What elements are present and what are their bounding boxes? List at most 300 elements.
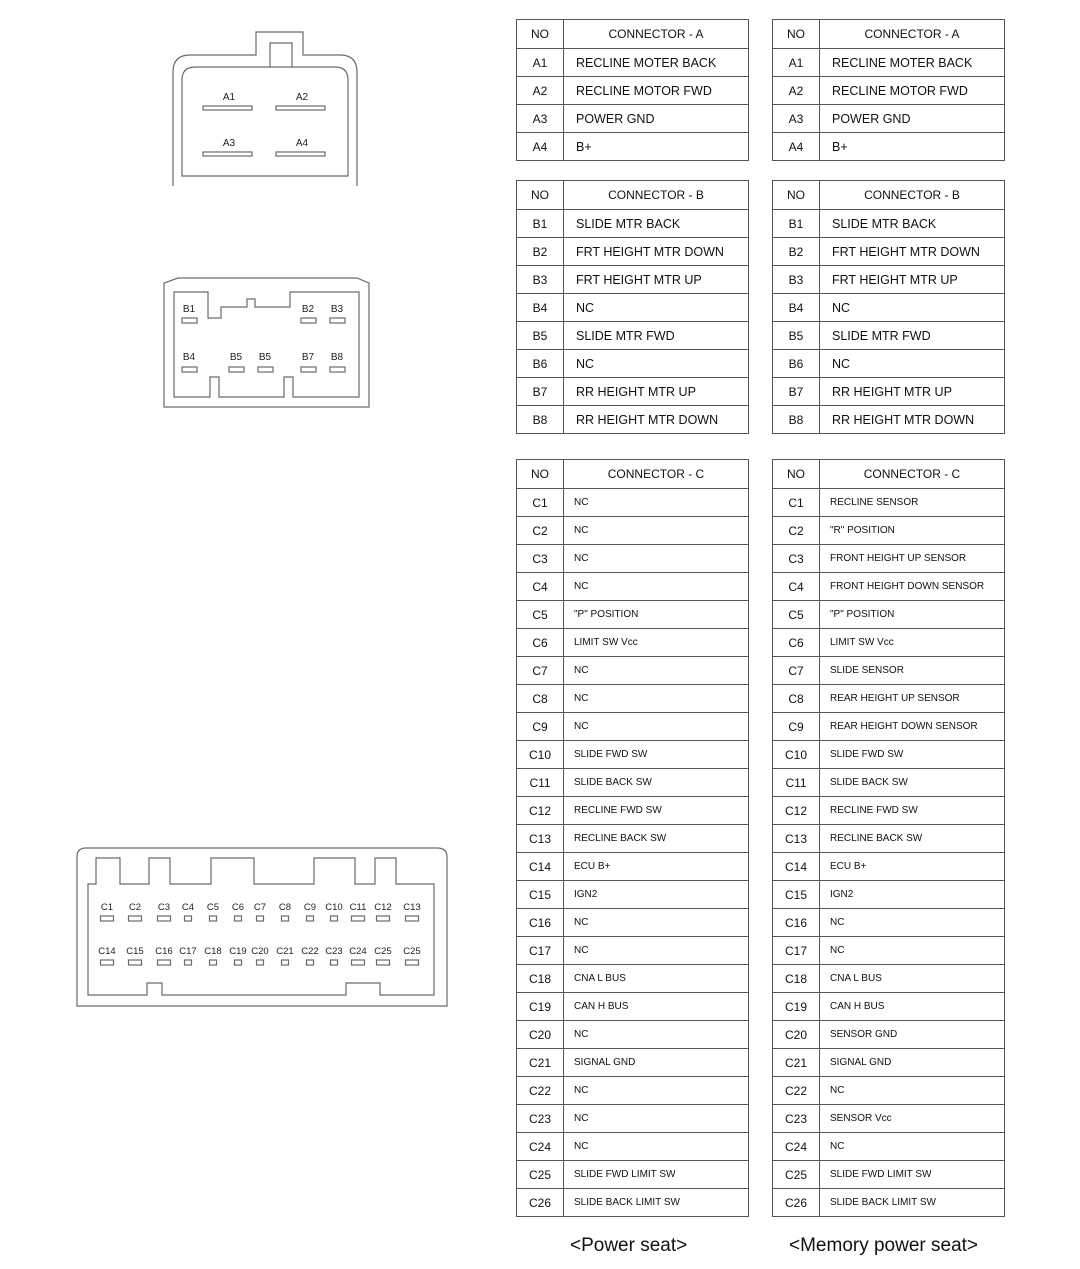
pin-function: FRONT HEIGHT UP SENSOR [820, 545, 1005, 573]
power-connector-a-table [516, 19, 749, 161]
table-row [773, 77, 1005, 105]
pin-slot [282, 960, 289, 965]
table-row [517, 993, 749, 1021]
pin-number: C14 [517, 853, 564, 881]
table-row [773, 133, 1005, 161]
pin-label-c: C22 [301, 946, 319, 957]
pin-function: IGN2 [564, 881, 749, 909]
pin-slot [257, 960, 264, 965]
table-row [773, 1189, 1005, 1217]
pin-slot [307, 916, 314, 921]
no-header: NO [773, 181, 820, 210]
pin-function: NC [564, 545, 749, 573]
pin-function: FRT HEIGHT MTR UP [820, 266, 1005, 294]
pin-number: C13 [517, 825, 564, 853]
pin-number: B6 [517, 350, 564, 378]
pin-slot [210, 960, 217, 965]
table-row [517, 406, 749, 434]
pin-function: SLIDE FWD LIMIT SW [820, 1161, 1005, 1189]
pin-number: C25 [517, 1161, 564, 1189]
pin-label-c: C5 [206, 902, 220, 913]
pin-label-c: C24 [349, 946, 367, 957]
pin-slot [352, 916, 365, 921]
table-row [517, 322, 749, 350]
table-header [773, 20, 1005, 49]
pin-number: C9 [517, 713, 564, 741]
table-row [517, 1049, 749, 1077]
pin-label-c: C1 [100, 902, 114, 913]
pin-function: LIMIT SW Vcc [820, 629, 1005, 657]
pin-function: FRONT HEIGHT DOWN SENSOR [820, 573, 1005, 601]
pin-slot [331, 960, 338, 965]
pin-function: SLIDE SENSOR [820, 657, 1005, 685]
table-row [773, 350, 1005, 378]
pin-slot [235, 960, 242, 965]
no-header: NO [517, 20, 564, 49]
pin-number: C18 [517, 965, 564, 993]
pin-function: CNA L BUS [564, 965, 749, 993]
table-row [517, 853, 749, 881]
pin-function: CAN H BUS [564, 993, 749, 1021]
pin-label-c: C16 [155, 946, 173, 957]
pin-number: C6 [773, 629, 820, 657]
pin-function: RR HEIGHT MTR DOWN [564, 406, 749, 434]
pin-number: C5 [773, 601, 820, 629]
memory-connector-c-table [772, 459, 1005, 1217]
pin-number: C22 [773, 1077, 820, 1105]
power-seat-caption: <Power seat> [570, 1235, 688, 1256]
pin-slot [377, 916, 390, 921]
pin-function: SLIDE FWD SW [564, 741, 749, 769]
table-row [517, 685, 749, 713]
table-row [517, 1077, 749, 1105]
pin-number: C6 [517, 629, 564, 657]
table-row [517, 294, 749, 322]
pin-label-c: C25 [403, 946, 421, 957]
pin-label-a3: A3 [222, 138, 236, 149]
table-row [773, 657, 1005, 685]
table-row [517, 238, 749, 266]
pin-slot [101, 916, 114, 921]
pin-function: NC [820, 1133, 1005, 1161]
pin-slot [352, 960, 365, 965]
table-row [773, 741, 1005, 769]
no-header: NO [773, 20, 820, 49]
power-connector-b-table [516, 180, 749, 434]
pin-label-b4: B4 [182, 352, 196, 363]
pin-slot [406, 960, 419, 965]
pin-number: C11 [773, 769, 820, 797]
pin-function: RECLINE FWD SW [564, 797, 749, 825]
pin-number: A3 [773, 105, 820, 133]
pin-label-b5: B5 [229, 352, 243, 363]
table-row [517, 1189, 749, 1217]
connector-c-face [77, 848, 447, 1006]
table-row [773, 1021, 1005, 1049]
no-header: NO [517, 181, 564, 210]
table-row [517, 713, 749, 741]
pin-function: SIGNAL GND [564, 1049, 749, 1077]
table-row [773, 545, 1005, 573]
pin-number: C3 [517, 545, 564, 573]
power-connector-c-table [516, 459, 749, 1217]
connector-b-face [164, 278, 369, 407]
table-row [773, 909, 1005, 937]
table-row [517, 741, 749, 769]
table-row [517, 133, 749, 161]
pin-label-c: C3 [157, 902, 171, 913]
pin-slot [129, 960, 142, 965]
pin-function: RECLINE BACK SW [564, 825, 749, 853]
pin-function: IGN2 [820, 881, 1005, 909]
table-row [517, 489, 749, 517]
pin-number: B1 [517, 210, 564, 238]
pin-number: A4 [773, 133, 820, 161]
table-row [517, 629, 749, 657]
pin-function: NC [564, 657, 749, 685]
table-row [773, 965, 1005, 993]
pin-number: A1 [517, 49, 564, 77]
pin-number: B8 [517, 406, 564, 434]
pin-function: FRT HEIGHT MTR UP [564, 266, 749, 294]
connector-a-face [173, 32, 357, 186]
pin-label-c: C21 [276, 946, 294, 957]
pin-number: C2 [773, 517, 820, 545]
pin-number: C10 [517, 741, 564, 769]
pin-function: NC [820, 294, 1005, 322]
pin-function: RR HEIGHT MTR DOWN [820, 406, 1005, 434]
pin-function: ECU B+ [564, 853, 749, 881]
pin-slot [158, 916, 171, 921]
table-row [517, 210, 749, 238]
pin-function: RR HEIGHT MTR UP [564, 378, 749, 406]
table-row [773, 713, 1005, 741]
pin-number: A2 [517, 77, 564, 105]
pin-number: C7 [517, 657, 564, 685]
pin-slot [257, 916, 264, 921]
pin-number: B2 [773, 238, 820, 266]
pin-label-a2: A2 [295, 92, 309, 103]
pin-slot [235, 916, 242, 921]
pin-number: C5 [517, 601, 564, 629]
pin-function: SENSOR Vcc [820, 1105, 1005, 1133]
pin-function: "P" POSITION [564, 601, 749, 629]
pin-function: SLIDE BACK SW [564, 769, 749, 797]
pin-slot [129, 916, 142, 921]
pin-function: NC [564, 1077, 749, 1105]
pin-number: B1 [773, 210, 820, 238]
table-row [773, 1161, 1005, 1189]
pin-function: NC [564, 489, 749, 517]
table-row [517, 105, 749, 133]
table-row [773, 1105, 1005, 1133]
table-row [517, 601, 749, 629]
pin-number: C8 [517, 685, 564, 713]
pin-number: B5 [517, 322, 564, 350]
pin-number: C15 [773, 881, 820, 909]
pin-label-c: C17 [179, 946, 197, 957]
pin-number: C1 [517, 489, 564, 517]
pin-function: SIGNAL GND [820, 1049, 1005, 1077]
pin-label-b3: B3 [330, 304, 344, 315]
table-row [517, 1133, 749, 1161]
pin-number: C26 [517, 1189, 564, 1217]
pin-label-c: C8 [278, 902, 292, 913]
pin-label-c: C6 [231, 902, 245, 913]
pin-slot [158, 960, 171, 965]
pin-number: C16 [517, 909, 564, 937]
memory-connector-b-table [772, 180, 1005, 434]
pin-number: C10 [773, 741, 820, 769]
pin-function: RECLINE MOTER BACK [564, 49, 749, 77]
pin-label-a1: A1 [222, 92, 236, 103]
pin-number: C19 [773, 993, 820, 1021]
pin-number: B3 [517, 266, 564, 294]
pin-function: REAR HEIGHT DOWN SENSOR [820, 713, 1005, 741]
pin-number: C21 [517, 1049, 564, 1077]
pin-function: SENSOR GND [820, 1021, 1005, 1049]
table-row [773, 685, 1005, 713]
pin-number: C24 [773, 1133, 820, 1161]
pin-number: C2 [517, 517, 564, 545]
pin-number: C13 [773, 825, 820, 853]
pin-number: B6 [773, 350, 820, 378]
table-row [773, 937, 1005, 965]
table-header [517, 20, 749, 49]
pin-function: "R" POSITION [820, 517, 1005, 545]
table-row [773, 993, 1005, 1021]
table-row [773, 881, 1005, 909]
table-row [517, 769, 749, 797]
table-row [773, 266, 1005, 294]
table-row [517, 937, 749, 965]
pin-function: B+ [564, 133, 749, 161]
pin-number: B8 [773, 406, 820, 434]
table-header [773, 460, 1005, 489]
pin-function: CNA L BUS [820, 965, 1005, 993]
pin-function: SLIDE FWD LIMIT SW [564, 1161, 749, 1189]
pin-number: C8 [773, 685, 820, 713]
pin-label-c: C14 [98, 946, 116, 957]
pin-label-c: C13 [403, 902, 421, 913]
connector-header: CONNECTOR - C [820, 460, 1005, 489]
pin-number: C11 [517, 769, 564, 797]
pin-slot [282, 916, 289, 921]
table-row [773, 378, 1005, 406]
table-row [773, 797, 1005, 825]
connector-header: CONNECTOR - C [564, 460, 749, 489]
pin-label-c: C20 [251, 946, 269, 957]
pin-number: C23 [517, 1105, 564, 1133]
pin-function: NC [820, 350, 1005, 378]
table-row [517, 1021, 749, 1049]
pin-number: C12 [517, 797, 564, 825]
table-row [517, 545, 749, 573]
pin-number: C21 [773, 1049, 820, 1077]
pin-number: C17 [773, 937, 820, 965]
pin-slot [307, 960, 314, 965]
pin-number: C14 [773, 853, 820, 881]
pin-function: "P" POSITION [820, 601, 1005, 629]
table-row [517, 77, 749, 105]
pin-function: CAN H BUS [820, 993, 1005, 1021]
pin-function: FRT HEIGHT MTR DOWN [564, 238, 749, 266]
table-row [773, 489, 1005, 517]
pin-function: NC [564, 294, 749, 322]
table-row [773, 573, 1005, 601]
pin-label-c: C25 [374, 946, 392, 957]
pin-function: SLIDE FWD SW [820, 741, 1005, 769]
table-row [517, 797, 749, 825]
pin-number: C16 [773, 909, 820, 937]
pin-function: NC [564, 517, 749, 545]
table-row [517, 909, 749, 937]
pin-function: POWER GND [564, 105, 749, 133]
pin-number: C3 [773, 545, 820, 573]
pin-label-a4: A4 [295, 138, 309, 149]
table-row [517, 881, 749, 909]
pin-number: C18 [773, 965, 820, 993]
pin-function: SLIDE MTR FWD [820, 322, 1005, 350]
pin-function: RECLINE MOTOR FWD [564, 77, 749, 105]
table-row [773, 629, 1005, 657]
pin-number: A1 [773, 49, 820, 77]
pin-number: C23 [773, 1105, 820, 1133]
pin-slot [210, 916, 217, 921]
pin-function: RR HEIGHT MTR UP [820, 378, 1005, 406]
pin-label-c: C15 [126, 946, 144, 957]
pin-function: NC [820, 909, 1005, 937]
pin-label-c: C12 [374, 902, 392, 913]
table-row [773, 1077, 1005, 1105]
pin-number: A2 [773, 77, 820, 105]
pin-number: B5 [773, 322, 820, 350]
table-header [773, 181, 1005, 210]
pin-function: LIMIT SW Vcc [564, 629, 749, 657]
pin-number: B4 [773, 294, 820, 322]
table-row [773, 1049, 1005, 1077]
pin-number: A4 [517, 133, 564, 161]
pin-number: B7 [773, 378, 820, 406]
pin-label-c: C9 [303, 902, 317, 913]
connector-header: CONNECTOR - B [564, 181, 749, 210]
pin-slot [101, 960, 114, 965]
pin-number: B7 [517, 378, 564, 406]
pin-label-b1: B1 [182, 304, 196, 315]
pin-slot [185, 916, 192, 921]
pin-label-c: C2 [128, 902, 142, 913]
pin-number: C25 [773, 1161, 820, 1189]
memory-power-seat-caption: <Memory power seat> [789, 1235, 979, 1256]
table-row [517, 825, 749, 853]
pin-label-b8: B8 [330, 352, 344, 363]
connector-header: CONNECTOR - A [564, 20, 749, 49]
pin-function: NC [564, 909, 749, 937]
pin-number: C20 [773, 1021, 820, 1049]
pin-function: ECU B+ [820, 853, 1005, 881]
table-row [773, 210, 1005, 238]
table-row [517, 965, 749, 993]
pin-function: POWER GND [820, 105, 1005, 133]
connector-header: CONNECTOR - A [820, 20, 1005, 49]
pin-number: C7 [773, 657, 820, 685]
table-row [517, 378, 749, 406]
pin-label-c: C7 [253, 902, 267, 913]
pin-number: B2 [517, 238, 564, 266]
table-row [773, 406, 1005, 434]
table-row [517, 266, 749, 294]
pin-label-c: C10 [325, 902, 343, 913]
pin-number: C12 [773, 797, 820, 825]
pin-number: C20 [517, 1021, 564, 1049]
pin-function: RECLINE MOTOR FWD [820, 77, 1005, 105]
pin-function: NC [820, 1077, 1005, 1105]
table-row [517, 1161, 749, 1189]
pin-number: C4 [773, 573, 820, 601]
pin-function: B+ [820, 133, 1005, 161]
pin-slot [377, 960, 390, 965]
table-row [773, 49, 1005, 77]
pin-function: NC [564, 1021, 749, 1049]
pin-number: C1 [773, 489, 820, 517]
connector-c-pin-slots [101, 916, 419, 965]
pin-function: NC [564, 573, 749, 601]
pin-label-c: C18 [204, 946, 222, 957]
table-row [517, 350, 749, 378]
pin-label-b2: B2 [301, 304, 315, 315]
pin-number: A3 [517, 105, 564, 133]
pin-function: SLIDE BACK LIMIT SW [820, 1189, 1005, 1217]
pin-function: NC [564, 1105, 749, 1133]
pin-function: RECLINE BACK SW [820, 825, 1005, 853]
pin-function: NC [564, 350, 749, 378]
pin-function: SLIDE MTR BACK [564, 210, 749, 238]
pin-number: C22 [517, 1077, 564, 1105]
table-header [517, 460, 749, 489]
pin-number: C17 [517, 937, 564, 965]
table-header [517, 181, 749, 210]
pin-number: C19 [517, 993, 564, 1021]
pin-number: C24 [517, 1133, 564, 1161]
pin-number: C4 [517, 573, 564, 601]
pin-slot [331, 916, 338, 921]
pin-function: NC [820, 937, 1005, 965]
table-row [773, 517, 1005, 545]
pin-number: C9 [773, 713, 820, 741]
pin-function: SLIDE BACK LIMIT SW [564, 1189, 749, 1217]
pin-function: RECLINE FWD SW [820, 797, 1005, 825]
pin-function: SLIDE MTR FWD [564, 322, 749, 350]
connector-header: CONNECTOR - B [820, 181, 1005, 210]
no-header: NO [773, 460, 820, 489]
table-row [773, 238, 1005, 266]
table-row [773, 769, 1005, 797]
pin-function: RECLINE SENSOR [820, 489, 1005, 517]
table-row [773, 322, 1005, 350]
table-row [773, 601, 1005, 629]
pin-label-b6: B5 [258, 352, 272, 363]
table-row [517, 49, 749, 77]
pin-function: RECLINE MOTER BACK [820, 49, 1005, 77]
table-row [773, 105, 1005, 133]
pin-function: SLIDE BACK SW [820, 769, 1005, 797]
pin-number: C26 [773, 1189, 820, 1217]
pin-label-b7: B7 [301, 352, 315, 363]
pin-label-c: C23 [325, 946, 343, 957]
pin-function: REAR HEIGHT UP SENSOR [820, 685, 1005, 713]
no-header: NO [517, 460, 564, 489]
pin-function: NC [564, 713, 749, 741]
